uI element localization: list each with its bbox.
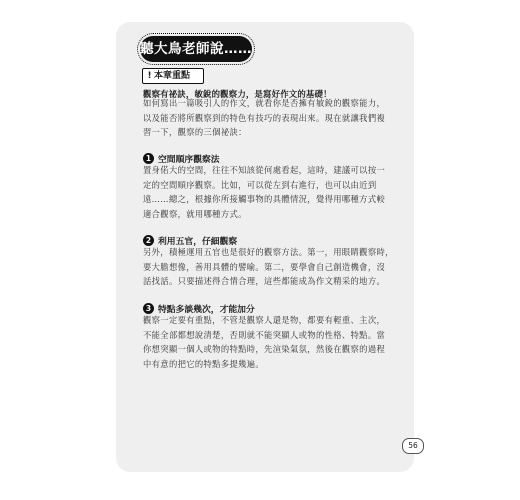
exclamation-icon: ! <box>147 71 152 81</box>
key-point-label: 本章重點 <box>154 71 191 81</box>
intro-line: 習一下，觀察的三個祕訣： <box>143 127 247 138</box>
number-badge: 2 <box>143 235 154 246</box>
number-badge: 3 <box>143 303 154 314</box>
page-number: 56 <box>402 438 424 454</box>
section-title: 空間順序觀察法 <box>158 155 220 165</box>
body-line: 另外，積極運用五官也是很好的觀察方法。第一，用眼睛觀察時， <box>143 247 394 257</box>
banner-title: 聽大鳥老師說…… <box>140 41 252 57</box>
section-body-2 <box>143 245 401 289</box>
body-line: 要大膽想像，善用具體的譬喻。第二，要學會自己創造機會，沒 <box>143 261 386 272</box>
section-body-1 <box>143 163 401 221</box>
section-title: 特點多談幾次，才能加分 <box>158 305 255 315</box>
key-point-tag <box>142 68 204 84</box>
body-line: 置身偌大的空間，往往不知該從何處看起，這時，建議可以按一 <box>143 165 386 175</box>
intro-line: 如何寫出一篇吸引人的作文，就看你是否擁有敏銳的觀察能力， <box>143 98 386 108</box>
number-badge: 1 <box>143 153 154 164</box>
body-line: 你想突顯一個人或物的特點時，先渲染氣氛，然後在觀察的過程 <box>143 344 386 355</box>
body-line: 適合觀察，就用哪種方式。 <box>143 208 247 219</box>
body-line: 定的空間順序觀察。比如，可以從左到右進行，也可以由近到 <box>143 179 377 190</box>
section-body-3 <box>143 313 401 371</box>
body-line: 觀察一定要有重點，不管是觀察人還是物，都要有輕重、主次， <box>143 315 386 325</box>
body-line: 不能全部都想說清楚，否則就不能突顯人或物的性格、特點。當 <box>143 329 386 340</box>
intro-line: 以及能否將所觀察到的特色有技巧的表現出來。現在就讓我們複 <box>143 112 386 123</box>
lead-sentence: 觀察有祕訣，敏銳的觀察力，是寫好作文的基礎！ <box>143 89 332 99</box>
chapter-banner <box>140 36 252 62</box>
body-line: 中有意的把它的特點多提幾遍。 <box>143 358 265 369</box>
intro-paragraph <box>143 96 401 140</box>
section-title: 利用五官，仔細觀察 <box>158 237 238 247</box>
body-line: 遠……總之，根據你所接觸事物的具體情況，覺得用哪種方式較 <box>143 194 386 205</box>
body-line: 話找話。只要描述得合情合理，這些都能成為作文精采的地方。 <box>143 276 386 287</box>
